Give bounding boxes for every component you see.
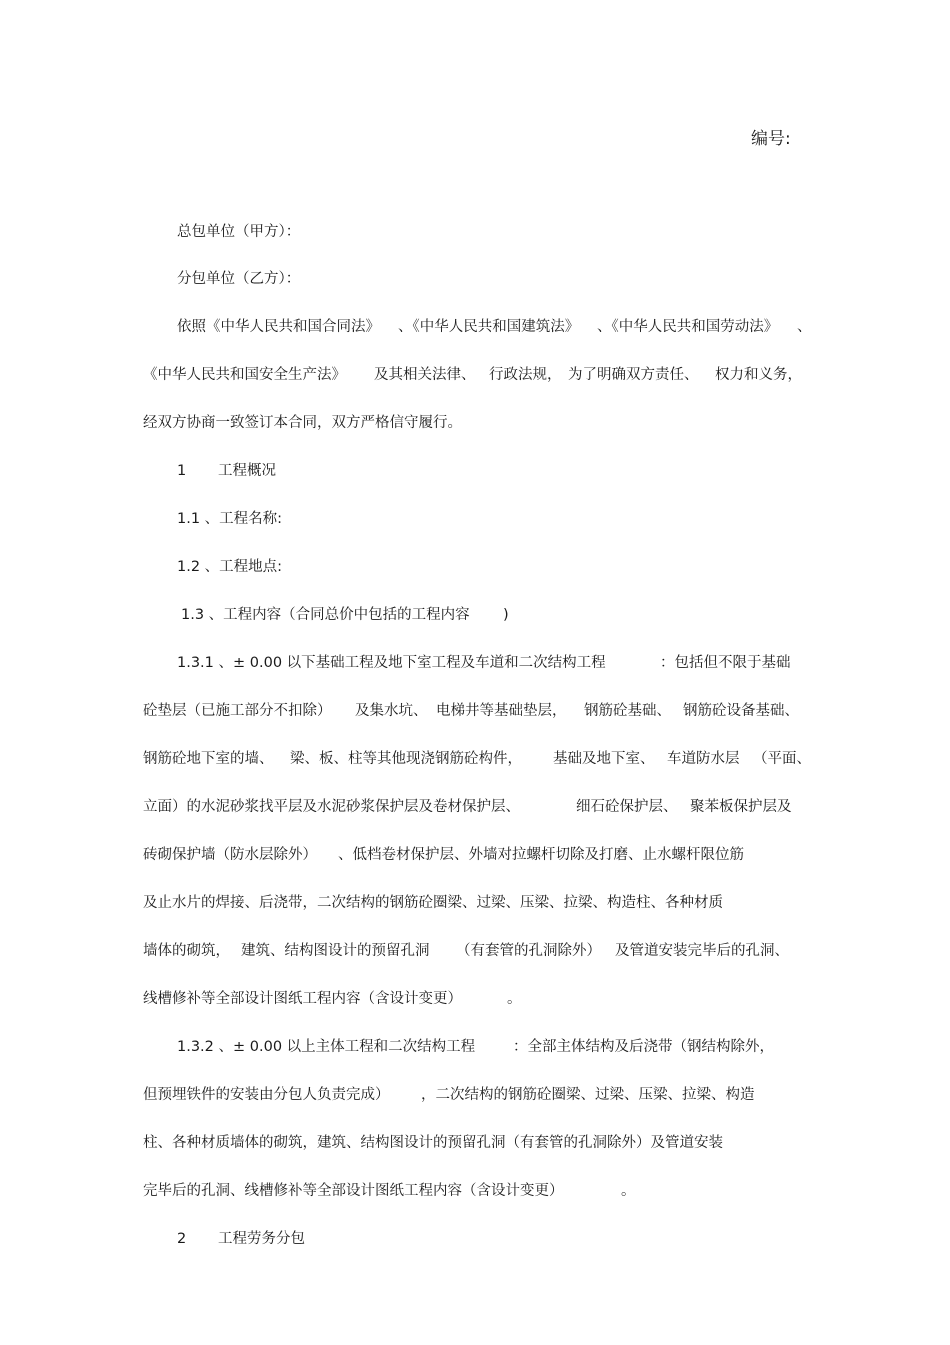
item-1-3-1-line2-e: 钢筋砼设备基础、 [683,703,799,719]
preamble-line1-a: 依照《中华人民共和国合同法》 [177,319,380,335]
item-1-3-2-line4-a: 完毕后的孔洞、线槽修补等全部设计图纸工程内容（含设计变更） [143,1183,564,1199]
item-1-3-1-line3-b: 梁、板、柱等其他现浇钢筋砼构件， [290,751,522,767]
preamble-line2-d: 为了明确双方责任、 [568,367,699,383]
preamble-line1-b: 、《中华人民共和国建筑法》 [398,319,580,335]
party-a-line: 总包单位（甲方）： [177,224,301,240]
item-1-3-2-line1-b: ：全部主体结构及后浇带（钢结构除外， [513,1039,774,1055]
item-1-3-1-line2-d: 钢筋砼基础、 [584,703,671,719]
item-1-3-1-line3-a: 钢筋砼地下室的墙、 [143,751,274,767]
item-1-3-1-line4-b: 细石砼保护层、 [576,799,678,815]
item-1-3-2-line2-b: ，二次结构的钢筋砼圈梁、过梁、压梁、拉梁、构造 [421,1087,755,1103]
item-1-2-project-location: 1.2 、工程地点: [177,559,283,575]
section1-number: 1 [177,463,187,479]
item-1-3-a: 1.3 、工程内容（合同总价中包括的工程内容 [181,607,470,623]
preamble-line2-c: 行政法规， [489,367,562,383]
item-1-3-1-line3-e: （平面、 [753,751,811,767]
preamble-line2-a: 《中华人民共和国安全生产法》 [143,367,346,383]
item-1-3-1-line7-c: （有套管的孔洞除外） [456,943,601,959]
item-1-3-1-line2-c: 电梯井等基础垫层， [436,703,567,719]
item-1-3-1-line7-b: 建筑、结构图设计的预留孔洞 [241,943,430,959]
section2-number: 2 [177,1231,187,1247]
item-1-3-1-line8-b: 。 [507,991,522,1007]
party-b-line: 分包单位（乙方）： [177,271,301,287]
item-1-3-1-line2-b: 及集水坑、 [355,703,428,719]
item-1-3-2-line1-a: 1.3.2 、± 0.00 以上主体工程和二次结构工程 [177,1039,476,1055]
preamble-line1-d: 、 [797,319,812,335]
item-1-3-1-line8-a: 线槽修补等全部设计图纸工程内容（含设计变更） [143,991,462,1007]
document-number-label: 编号: [751,129,791,149]
item-1-3-2-line2-a: 但预埋铁件的安装由分包人负责完成） [143,1087,390,1103]
item-1-3-1-line4-a: 立面）的水泥砂浆找平层及水泥砂浆保护层及卷材保护层、 [143,799,520,815]
item-1-3-2-line4-b: 。 [621,1183,636,1199]
item-1-3-1-line3-c: 基础及地下室、 [553,751,655,767]
section1-title: 工程概况 [218,463,276,479]
section2-title: 工程劳务分包 [218,1231,305,1247]
preamble-line3: 经双方协商一致签订本合同，双方严格信守履行。 [143,415,462,431]
item-1-1-project-name: 1.1 、工程名称: [177,511,283,527]
item-1-3-2-line3: 柱、各种材质墙体的砌筑，建筑、结构图设计的预留孔洞（有套管的孔洞除外）及管道安装 [143,1135,723,1151]
item-1-3-1-line7-a: 墙体的砌筑， [143,943,230,959]
item-1-3-1-line6: 及止水片的焊接、后浇带，二次结构的钢筋砼圈梁、过梁、压梁、拉梁、构造柱、各种材质 [143,895,723,911]
item-1-3-1-line5-a: 砖砌保护墙（防水层除外） [143,847,317,863]
item-1-3-1-line5-b: 、低档卷材保护层、外墙对拉螺杆切除及打磨、止水螺杆限位筋 [338,847,744,863]
item-1-3-1-line3-d: 车道防水层 [667,751,740,767]
preamble-line2-b: 及其相关法律、 [374,367,476,383]
item-1-3-1-line4-c: 聚苯板保护层及 [690,799,792,815]
item-1-3-b: ) [503,607,509,623]
preamble-line2-e: 权力和义务， [715,367,802,383]
item-1-3-1-line7-d: 及管道安装完毕后的孔洞、 [615,943,789,959]
preamble-line1-c: 、《中华人民共和国劳动法》 [597,319,779,335]
item-1-3-1-line1-b: ：包括但不限于基础 [660,655,791,671]
item-1-3-1-line1-a: 1.3.1 、± 0.00 以下基础工程及地下室工程及车道和二次结构工程 [177,655,606,671]
item-1-3-1-line2-a: 砼垫层（已施工部分不扣除） [143,703,332,719]
